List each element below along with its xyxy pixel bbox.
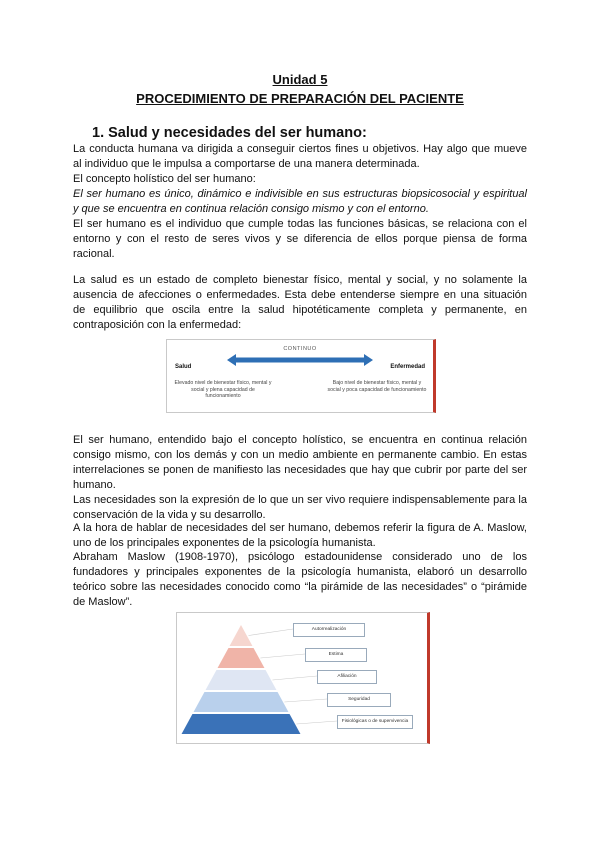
text-line: uno de los principales exponentes de la psicología humanista.	[73, 537, 376, 549]
text-line: A la hora de hablar de necesidades del ser humano, debemos referir la figura de A. Maslow,	[73, 522, 527, 534]
pyramid-connector-line	[296, 721, 337, 724]
paragraph-maslow-intro	[73, 521, 527, 551]
pyramid-connector-line	[260, 654, 305, 658]
text-line: y que se encuentra en continua relación consigo mismo y con el entorno.	[73, 203, 429, 215]
pyramid-level-band	[218, 648, 265, 668]
pyramid-level-label: Estima	[305, 648, 367, 662]
pyramid-level-label: Autorrealización	[293, 623, 365, 637]
double-arrow-icon	[227, 354, 373, 366]
paragraph-needs	[73, 493, 527, 523]
text-line: La conducta humana va dirigida a conseguir ciertos fines u objetivos. Hay algo que mueve	[73, 143, 527, 155]
health-continuum-figure	[166, 339, 436, 413]
section-heading: 1. Salud y necesidades del ser humano:	[92, 125, 367, 141]
text-line: de equilibrio que oscila entre la salud hipotéticamente completa y permanente, en	[73, 304, 527, 316]
text-line: contraposición con la enfermedad:	[73, 319, 242, 331]
text-line: ausencia de afecciones o enfermedades. Esta debe entenderse siempre en una situación	[73, 289, 527, 301]
paragraph-health	[73, 273, 527, 333]
health-label: Salud	[175, 364, 192, 370]
pyramid-connector-line	[248, 629, 293, 636]
continuum-label: CONTINUO	[283, 346, 317, 352]
pyramid-level-label: Seguridad	[327, 693, 391, 707]
illness-description: Bajo nivel de bienestar físico, mental y social y poca capacidad de funcionamiento	[327, 380, 427, 393]
text-line: fundadores y principales exponentes de la psicología humanista, elaboró un desarrollo	[73, 566, 527, 578]
text-line: conservación de la vida y su desarrollo.	[73, 509, 266, 521]
paragraph-holistic-definition	[73, 187, 527, 217]
maslow-pyramid-figure	[176, 612, 430, 744]
pyramid-level-label: Fisiológicas o de supervivencia	[337, 715, 413, 729]
text-line: consigo mismo, con los demás y con un medio ambiente en permanente cambio. En estas	[73, 449, 527, 461]
text-line: racional.	[73, 248, 115, 260]
text-line: La salud es un estado de completo bienestar físico, mental y social, y no solamente la	[73, 274, 527, 286]
text-line: El ser humano, entendido bajo el concepto holístico, se encuentra en continua relación	[73, 434, 527, 446]
pyramid-level-band	[182, 714, 301, 734]
text-line: al individuo que le impulsa a comportarse de una manera determinada.	[73, 158, 420, 170]
illness-label: Enfermedad	[390, 364, 425, 370]
text-line: Abraham Maslow (1908-1970), psicólogo estadounidense considerado uno de los	[73, 551, 527, 563]
text-line: entorno y con el resto de seres vivos y se diferencia de ellos porque piensa de forma	[73, 233, 527, 245]
text-line: El concepto holístico del ser humano:	[73, 173, 256, 185]
pyramid-level-band	[206, 670, 277, 690]
text-line: Las necesidades son la expresión de lo que un ser vivo requiere indispensablemente para la	[73, 494, 527, 506]
paragraph-interrelations	[73, 433, 527, 493]
pyramid-connector-line	[284, 699, 327, 702]
text-line: El ser humano es el individuo que cumple todas las funciones básicas, se relaciona con el	[73, 218, 527, 230]
pyramid-level-band	[194, 692, 289, 712]
pyramid-connector-line	[272, 676, 317, 680]
paragraph-maslow-bio	[73, 550, 527, 610]
paragraph-conduct	[73, 142, 527, 172]
health-description: Elevado nivel de bienestar físico, mental y social y plena capacidad de funcionamiento	[174, 380, 272, 399]
unit-title: Unidad 5	[272, 72, 328, 87]
page-title: PROCEDIMIENTO DE PREPARACIÓN DEL PACIENTE	[136, 91, 464, 106]
text-line: interrelaciones se ponen de manifiesto las necesidades que hay que cubrir por parte del ser	[73, 464, 527, 476]
paragraph-holistic-label	[73, 172, 527, 187]
text-line: de Maslow”.	[73, 596, 133, 608]
pyramid-level-label: Afiliación	[317, 670, 377, 684]
text-line: teórico sobre las necesidades conocido como “la pirámide de las necesidades” o “pirámide	[73, 581, 527, 593]
text-line: El ser humano es único, dinámico e indivisible en sus estructuras biopsicosocial y espiritual	[73, 188, 527, 200]
text-line: humano.	[73, 479, 116, 491]
paragraph-human-being	[73, 217, 527, 262]
